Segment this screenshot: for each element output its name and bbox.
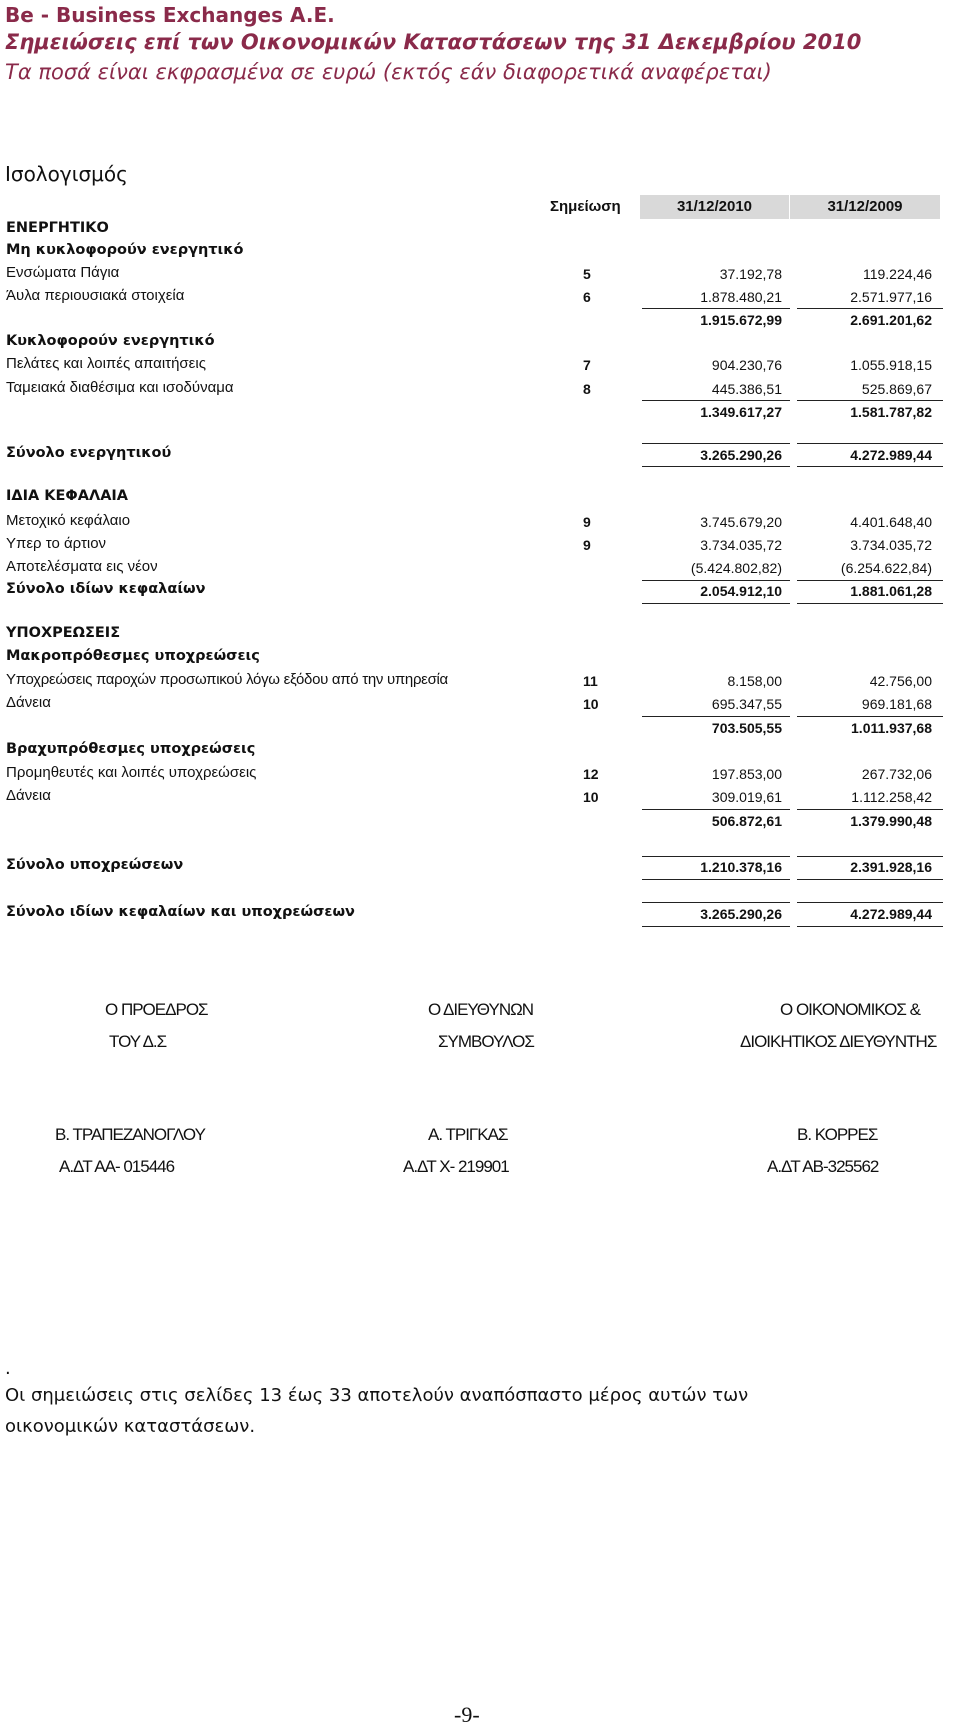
total-row: Σύνολο ενεργητικού 3.265.290,26 4.272.989,44	[6, 445, 932, 463]
subtotal-row: 1.915.672,99 2.691.201,62	[700, 312, 932, 328]
subtotal-row: 1.349.617,27 1.581.787,82	[700, 404, 932, 420]
page-number: -9-	[454, 1702, 480, 1727]
currency-note: Τα ποσά είναι εκφρασμένα σε ευρώ (εκτός εάν διαφορετικά αναφέρεται)	[5, 60, 772, 84]
section-long-term-liabilities: Μακροπρόθεσμες υποχρεώσεις	[6, 648, 260, 664]
rule	[642, 580, 790, 581]
rule	[642, 466, 790, 467]
rule	[797, 879, 943, 880]
grand-total-row: Σύνολο ιδίων κεφαλαίων και υποχρεώσεων 3.265.290,26 4.272.989,44	[6, 904, 932, 922]
rule	[797, 809, 943, 810]
signature-name-cfo: Β. ΚΟΡΡΕΣ	[797, 1125, 878, 1144]
rule	[642, 716, 790, 717]
subtotal-row: 506.872,61 1.379.990,48	[711, 813, 932, 829]
rule	[797, 902, 943, 903]
section-non-current-assets: Μη κυκλοφορούν ενεργητικό	[6, 242, 244, 258]
signature-role-ceo-line2: ΣΥΜΒΟΥΛΟΣ	[438, 1032, 534, 1051]
signature-name-president: Β. ΤΡΑΠΕΖΑΝΟΓΛΟΥ	[55, 1125, 205, 1144]
rule	[797, 308, 943, 309]
rule	[642, 443, 790, 444]
subtotal-row: 703.505,55 1.011.937,68	[711, 720, 932, 736]
section-short-term-liabilities: Βραχυπρόθεσμες υποχρεώσεις	[6, 741, 256, 757]
column-header-note: Σημείωση	[550, 198, 621, 215]
rule	[797, 580, 943, 581]
table-row: Άυλα περιουσιακά στοιχεία 6 1.878.480,21 2.571.977,16	[6, 287, 932, 305]
signature-role-ceo: Ο ΔΙΕΥΘΥΝΩΝ	[428, 1000, 534, 1019]
table-row: Αποτελέσματα εις νέον (5.424.802,82) (6.254.622,84)	[6, 558, 932, 576]
table-row: Ενσώματα Πάγια 5 37.192,78 119.224,46	[6, 264, 932, 282]
rule	[642, 926, 790, 927]
signature-id-president: Α.ΔΤ ΑΑ- 015446	[59, 1157, 175, 1176]
section-liabilities: ΥΠΟΧΡΕΩΣΕΙΣ	[6, 625, 121, 641]
rule	[642, 879, 790, 880]
rule	[797, 603, 943, 604]
footer-dot: .	[5, 1358, 11, 1379]
rule	[797, 466, 943, 467]
rule	[797, 443, 943, 444]
rule	[797, 400, 943, 401]
rule	[797, 856, 943, 857]
footer-note-line1: Οι σημειώσεις στις σελίδες 13 έως 33 αποτελούν αναπόσπαστο μέρος αυτών των	[5, 1385, 749, 1406]
rule	[642, 400, 790, 401]
table-row: Ταμειακά διαθέσιμα και ισοδύναμα 8 445.386,51 525.869,67	[6, 379, 932, 397]
rule	[642, 809, 790, 810]
footer-note-line2: οικονομικών καταστάσεων.	[5, 1416, 256, 1437]
column-header-2010: 31/12/2010	[640, 195, 789, 219]
total-row: Σύνολο υποχρεώσεων 1.210.378,16 2.391.928,16	[6, 857, 932, 875]
signature-role-cfo-line2: ΔΙΟΙΚΗΤΙΚΟΣ ΔΙΕΥΘΥΝΤΗΣ	[740, 1032, 937, 1051]
section-assets: ΕΝΕΡΓΗΤΙΚΟ	[6, 220, 109, 236]
signature-name-ceo: Α. ΤΡΙΓΚΑΣ	[428, 1125, 508, 1144]
section-current-assets: Κυκλοφορούν ενεργητικό	[6, 333, 215, 349]
table-row: Δάνεια 10 309.019,61 1.112.258,42	[6, 787, 932, 805]
signature-id-ceo: Α.ΔΤ Χ- 219901	[403, 1157, 509, 1176]
rule	[797, 926, 943, 927]
rule	[642, 902, 790, 903]
rule	[642, 603, 790, 604]
signature-role-president-line2: ΤΟΥ Δ.Σ	[109, 1032, 167, 1051]
company-name: Be - Business Exchanges A.E.	[5, 3, 335, 27]
rule	[642, 308, 790, 309]
table-row: Υποχρεώσεις παροχών προσωπικού λόγω εξόδου από την υπηρεσία 11 8.158,00 42.756,00	[6, 671, 932, 689]
total-row: Σύνολο ιδίων κεφαλαίων 2.054.912,10 1.881.061,28	[6, 581, 932, 599]
table-row: Πελάτες και λοιπές απαιτήσεις 7 904.230,76 1.055.918,15	[6, 355, 932, 373]
document-subtitle: Σημειώσεις επί των Οικονομικών Καταστάσεων της 31 Δεκεμβρίου 2010	[5, 30, 862, 54]
table-row: Προμηθευτές και λοιπές υποχρεώσεις 12 197.853,00 267.732,06	[6, 764, 932, 782]
table-row: Μετοχικό κεφάλαιο 9 3.745.679,20 4.401.648,40	[6, 512, 932, 530]
table-row: Δάνεια 10 695.347,55 969.181,68	[6, 694, 932, 712]
page-title: Ισολογισμός	[5, 162, 128, 186]
rule	[642, 856, 790, 857]
signature-id-cfo: Α.ΔΤ ΑΒ-325562	[767, 1157, 879, 1176]
column-header-2009: 31/12/2009	[790, 195, 940, 219]
rule	[797, 716, 943, 717]
table-row: Υπερ το άρτιον 9 3.734.035,72 3.734.035,72	[6, 535, 932, 553]
section-equity: ΙΔΙΑ ΚΕΦΑΛΑΙΑ	[6, 488, 129, 504]
signature-role-cfo: Ο ΟΙΚΟΝΟΜΙΚΟΣ &	[780, 1000, 920, 1019]
signature-role-president: Ο ΠΡΟΕΔΡΟΣ	[105, 1000, 208, 1019]
